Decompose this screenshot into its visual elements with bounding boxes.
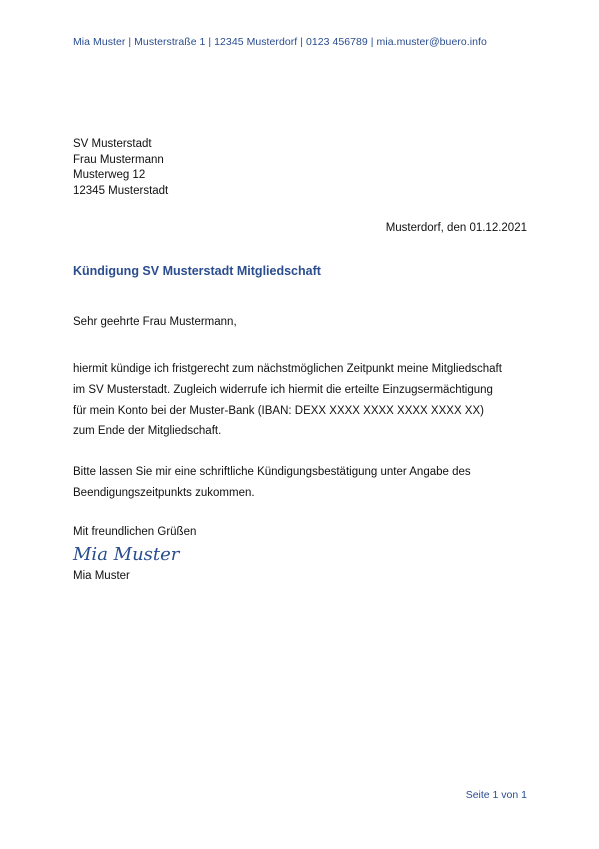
sender-contact-line: Mia Muster | Musterstraße 1 | 12345 Musterdorf | 0123 456789 | mia.muster@buero.info (73, 36, 487, 48)
recipient-line: 12345 Musterstadt (73, 184, 169, 197)
subject-line: Kündigung SV Musterstadt Mitgliedschaft (73, 264, 321, 278)
salutation: Sehr geehrte Frau Mustermann, (73, 316, 237, 328)
closing-phrase: Mit freundlichen Grüßen (73, 526, 197, 538)
paragraph-line: Bitte lassen Sie mir eine schriftliche Kündigungsbestätigung unter Angabe des (73, 466, 471, 478)
page-number: Seite 1 von 1 (465, 789, 527, 801)
paragraph-line: für mein Konto bei der Muster-Bank (IBAN: DEXX XXXX XXXX XXXX XXXX XX) (73, 404, 484, 417)
paragraph-line: im SV Musterstadt. Zugleich widerrufe ich hiermit die erteilte Einzugsermächtigung (73, 383, 493, 396)
recipient-line: SV Musterstadt (73, 138, 152, 150)
sender-name: Mia Muster (73, 570, 130, 582)
paragraph-line: zum Ende der Mitgliedschaft. (73, 425, 222, 438)
recipient-line: Musterweg 12 (73, 169, 146, 181)
place-date: Musterdorf, den 01.12.2021 (385, 222, 527, 234)
body-paragraph-2 (73, 462, 471, 504)
recipient-line: Frau Mustermann (73, 153, 164, 166)
recipient-address (73, 137, 168, 199)
paragraph-line: hiermit kündige ich fristgerecht zum nächstmöglichen Zeitpunkt meine Mitgliedschaft (73, 363, 502, 375)
paragraph-line: Beendigungszeitpunkts zukommen. (73, 486, 255, 499)
body-paragraph-1 (73, 359, 502, 442)
handwritten-signature: Mia Muster (73, 544, 180, 565)
